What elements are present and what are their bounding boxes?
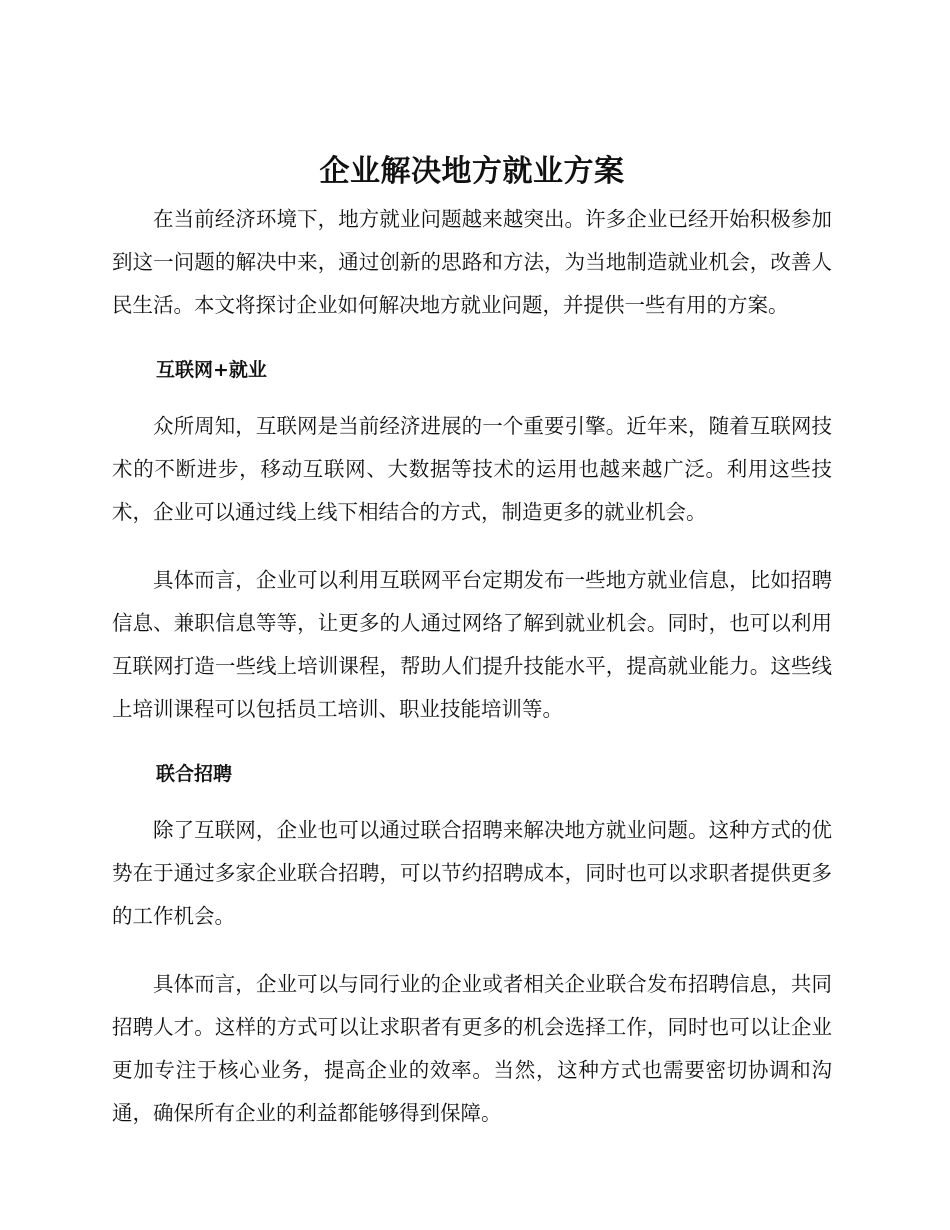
document-page bbox=[112, 150, 832, 1160]
section-2-paragraph-1: 除了互联网，企业也可以通过联合招聘来解决地方就业问题。这种方式的优势在于通过多家企业联合招聘，可以节约招聘成本，同时也可以求职者提供更多的工作机会。 bbox=[112, 818, 832, 928]
section-1-paragraph-2: 具体而言，企业可以利用互联网平台定期发布一些地方就业信息，比如招聘信息、兼职信息等等，让更多的人通过网络了解到就业机会。同时，也可以利用互联网打造一些线上培训课程，帮助人们提升技能水平，提高就业能力。这些线上培训课程可以包括员工培训、职业技能培训等。 bbox=[112, 568, 832, 721]
section-heading-internet-employment: 互联网+就业 bbox=[156, 359, 267, 381]
document-title: 企业解决地方就业方案 bbox=[319, 154, 625, 189]
section-heading-joint-recruitment: 联合招聘 bbox=[156, 763, 233, 785]
section-1-paragraph-1: 众所周知，互联网是当前经济进展的一个重要引擎。近年来，随着互联网技术的不断进步，移动互联网、大数据等技术的运用也越来越广泛。利用这些技术，企业可以通过线上线下相结合的方式，制造更多的就业机会。 bbox=[112, 414, 832, 524]
section-2-paragraph-2: 具体而言，企业可以与同行业的企业或者相关企业联合发布招聘信息，共同招聘人才。这样的方式可以让求职者有更多的机会选择工作，同时也可以让企业更加专注于核心业务，提高企业的效率。当然，这种方式也需要密切协调和沟通，确保所有企业的利益都能够得到保障。 bbox=[112, 972, 832, 1125]
intro-paragraph: 在当前经济环境下，地方就业问题越来越突出。许多企业已经开始积极参加到这一问题的解决中来，通过创新的思路和方法，为当地制造就业机会，改善人民生活。本文将探讨企业如何解决地方就业问题，并提供一些有用的方案。 bbox=[112, 207, 832, 317]
